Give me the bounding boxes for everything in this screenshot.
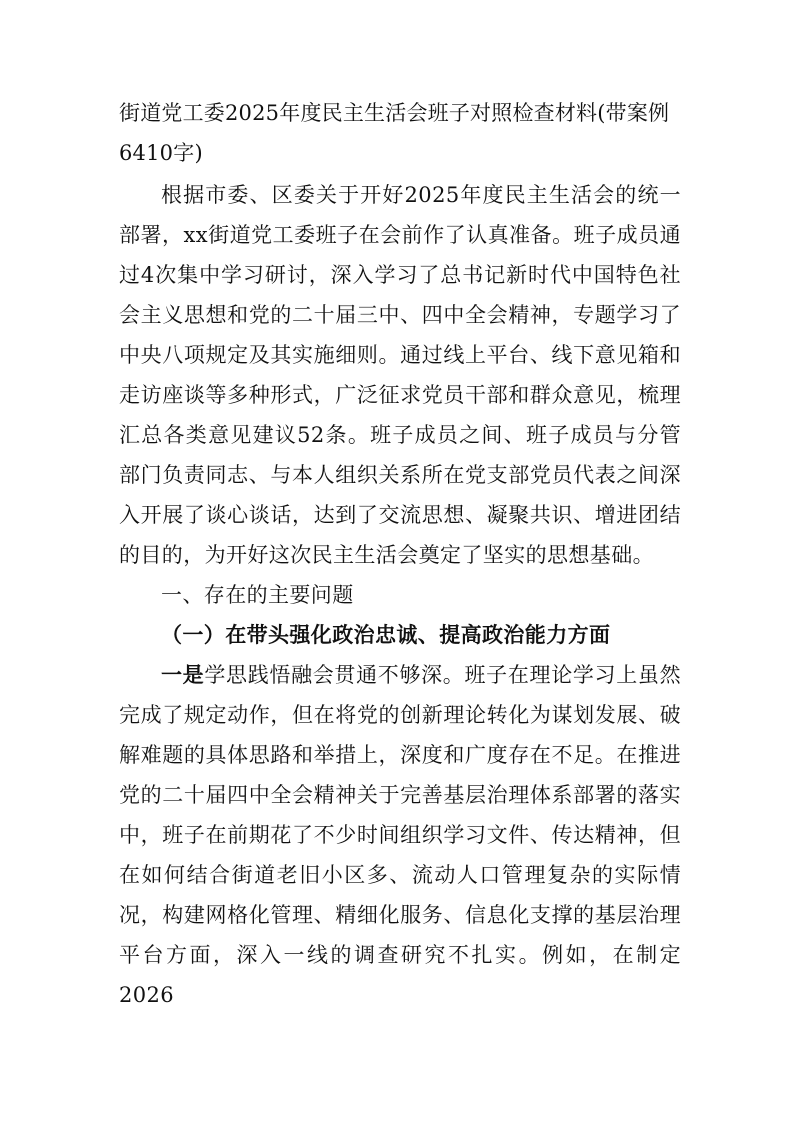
document-title: 街道党工委2025年度民主生活会班子对照检查材料(带案例6410字) [119,101,670,165]
section-heading-1: 一、存在的主要问题 [161,583,354,607]
subsection-heading-1: （一）在带头强化政治忠诚、提高政治能力方面 [161,622,611,647]
document-body [119,175,681,1015]
point-lead: 一是 [161,662,205,687]
point-text: 学思践悟融会贯通不够深。班子在理论学习上虽然完成了规定动作，但在将党的创新理论转化为谋划发展、破解难题的具体思路和举措上，深度和广度存在不足。在推进党的二十届四中全会精神关于完善基层治理体系部署的落实中，班子在前期花了不少时间组织学习文件、传达精神，但在如何结合街道老旧小区多、流动人口管理复杂的实际情况，构建网格化管理、精细化服务、信息化支撑的基层治理平台方面，深入一线的调查研究不扎实。例如，在制定2026 [119,663,681,1007]
point-paragraph-1 [119,655,681,1015]
intro-paragraph: 根据市委、区委关于开好2025年度民主生活会的统一部署，xx街道党工委班子在会前作了认真准备。班子成员通过4次集中学习研讨，深入学习了总书记新时代中国特色社会主义思想和党的二十届三中、四中全会精神，专题学习了中央八项规定及其实施细则。通过线上平台、线下意见箱和走访座谈等多种形式，广泛征求党员干部和群众意见，梳理汇总各类意见建议52条。班子成员之间、班子成员与分管部门负责同志、与本人组织关系所在党支部党员代表之间深入开展了谈心谈话，达到了交流思想、凝聚共识、增进团结的目的，为开好这次民主生活会奠定了坚实的思想基础。 [119,183,681,567]
